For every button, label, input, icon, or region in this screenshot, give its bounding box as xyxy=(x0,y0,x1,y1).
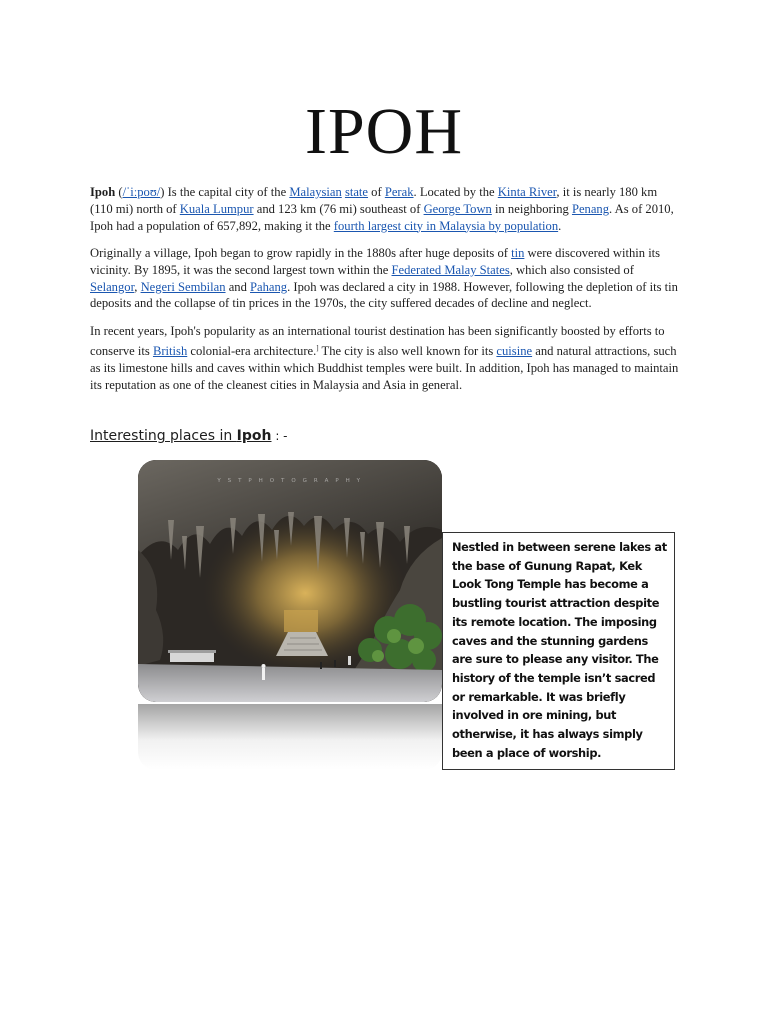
link-pahang[interactable]: Pahang xyxy=(250,279,288,294)
text-run: of xyxy=(368,185,385,199)
link-selangor[interactable]: Selangor xyxy=(90,279,135,294)
heading-city: Ipoh xyxy=(236,428,272,444)
link-malaysian[interactable]: Malaysian xyxy=(289,185,342,199)
text-run: in neighboring xyxy=(491,201,572,216)
text-run: and natural attractions, such as its limestone hills and caves within which Buddhist temples were built. In addition, Ipoh has managed to maintain its reputation as one of the cleanest cities in Malaysia and Asia in general. xyxy=(90,343,679,392)
cave-illustration xyxy=(138,460,442,702)
link-kuala-lumpur[interactable]: Kuala Lumpur xyxy=(179,201,254,216)
photo-image xyxy=(138,460,442,702)
text-run: In recent years, Ipoh's popularity as an international tourist destination has been significantly boosted by efforts to conserve its xyxy=(90,324,665,358)
text-run: were discovered within its vicinity. By 1895, it was the second largest town within the xyxy=(90,246,661,277)
photo-watermark: Y S T P H O T O G R A P H Y xyxy=(217,478,363,484)
text-run: . Ipoh was declared a city in 1988. However, following the depletion of its tin deposits and the collapse of tin prices in the 1970s, the city suffered decades of decline and neglect. xyxy=(90,279,678,311)
text-run: . Located by the xyxy=(413,185,498,199)
heading-suffix: : - xyxy=(271,429,288,443)
text-run: . xyxy=(558,218,562,233)
heading-prefix: Interesting places in xyxy=(90,428,237,444)
lead-term: Ipoh xyxy=(90,185,116,199)
tourism-paragraph xyxy=(90,323,680,393)
link-cuisine[interactable]: cuisine xyxy=(496,343,533,358)
link-george-town[interactable]: George Town xyxy=(423,201,492,216)
pronunciation-link[interactable]: /ˈiːpoʊ/ xyxy=(122,185,161,199)
link-negeri-sembilan[interactable]: Negeri Sembilan xyxy=(140,279,226,294)
text-run: , which also consisted of xyxy=(509,262,634,277)
link-federated-malay-states[interactable]: Federated Malay States xyxy=(391,262,510,277)
citation-mark: ] xyxy=(316,343,319,352)
history-paragraph xyxy=(90,245,680,312)
text-run: and xyxy=(225,279,251,294)
link-penang[interactable]: Penang xyxy=(571,201,610,216)
text-run: and 123 km (76 mi) southeast of xyxy=(253,201,424,216)
text-run: . As of 2010, Ipoh had a population of 657,892, making it the xyxy=(90,201,674,233)
text-run: colonial-era architecture. xyxy=(187,343,317,358)
cave-temple-photo xyxy=(138,460,442,772)
link-british[interactable]: British xyxy=(152,343,188,358)
text-run: , it is nearly 180 km (110 mi) north of xyxy=(90,185,658,216)
link-tin[interactable]: tin xyxy=(511,246,525,260)
link-kinta-river[interactable]: Kinta River xyxy=(497,185,557,199)
page-title: IPOH xyxy=(304,95,463,168)
photo-reflection xyxy=(138,704,442,770)
section-heading xyxy=(90,428,288,444)
text-run: Originally a village, Ipoh began to grow rapidly in the 1880s after huge deposits of xyxy=(90,246,512,260)
intro-paragraph: Ipoh (/ˈiːpoʊ/) Is the capital city of the Malaysian state of Perak. Located by the Kinta River, it is nearly 180 km (110 mi) north of Kuala Lumpur and 123 km (76 mi) southeast of George Town in neighboring Penang. As of 2010, Ipoh had a population of 657,892, making it the fourth largest city in Malaysia by population. xyxy=(90,185,674,233)
text-run: Is the capital city of the xyxy=(164,185,290,199)
text-run: The city is also well known for its xyxy=(318,343,497,358)
link-state[interactable]: state xyxy=(344,185,369,199)
caption-textbox: Nestled in between serene lakes at the base of Gunung Rapat, Kek Look Tong Temple has become a bustling tourist attraction despite its remote location. The imposing caves and the stunning gardens are sure to please any visitor. The history of the temple isn’t sacred or remarkable. It was briefly involved in ore mining, but otherwise, it has always simply been a place of worship. xyxy=(442,532,675,770)
text-run: , xyxy=(134,279,141,294)
link-fourth-largest-city[interactable]: fourth largest city in Malaysia by population xyxy=(333,218,559,233)
link-perak[interactable]: Perak xyxy=(384,185,414,199)
